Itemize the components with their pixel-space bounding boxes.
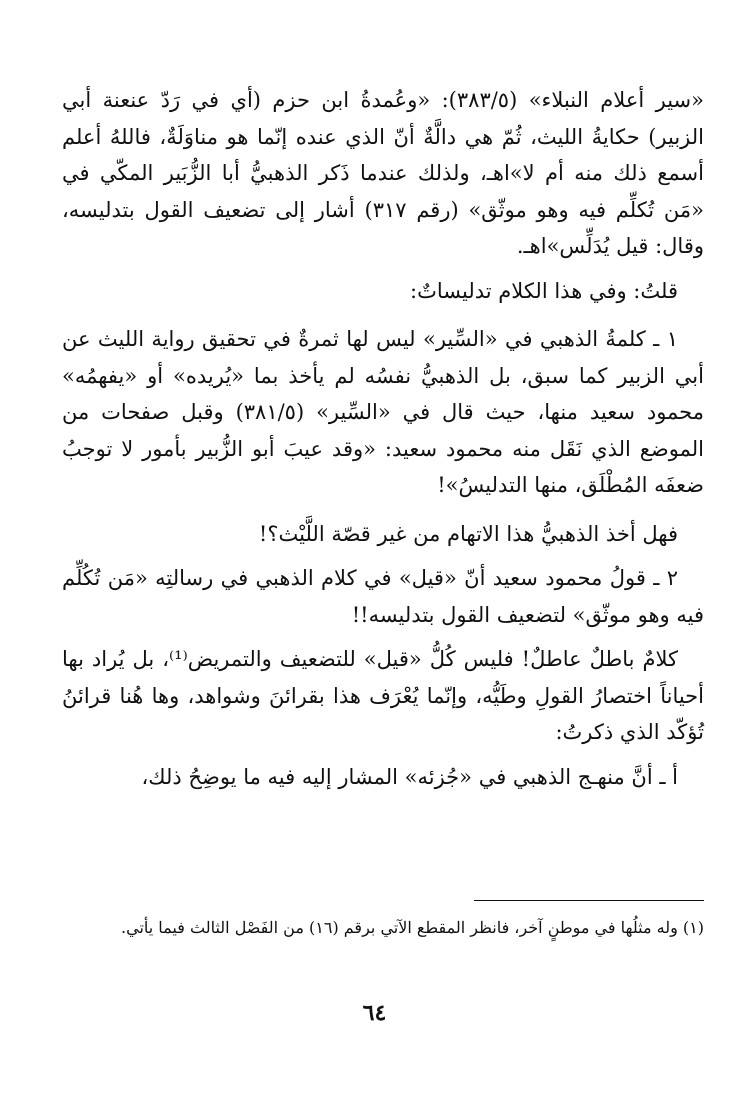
page-body [62,82,704,795]
paragraph-point-1: ١ ـ كلمةُ الذهبي في «السِّير» ليس لها ثمرةٌ في تحقيق رواية الليث عن أبي الزبير كما سبق، بل الذهبيُّ نفسُه لم يأخذ بما «يُريده» أو «يفهمُه» محمود سعيد منها، حيث قال في «السِّير» (٣٨١/٥) وقبل صفحات من الموضع الذي نَقَل منه محمود سعيد: «وقد عيبَ أبو الزُّبير بأمور لا توجبُ ضعفَه المُطْلَق، منها التدليسُ»! [62,327,704,497]
paragraph-point-2: ٢ ـ قولُ محمود سعيد أنّ «قيل» في كلام الذهبي في رسالتِه «مَن تُكُلِّم فيه وهو موثّق» لتضعيف القول بتدليسه!! [62,566,704,627]
paragraph-qultu: قلتُ: وفي هذا الكلام تدليساتٌ: [410,278,678,303]
footnote-separator [474,900,704,901]
paragraph-quote-continuation: «سير أعلام النبلاء» (٣٨٣/٥): «وعُمدةُ ابن حزم (أي في رَدّ عنعنة أبي الزبير) حكايةُ الليث، ثُمّ هي دالَّةٌ أنّ الذي عنده إنّما هو مناوَلَةٌ، فاللهُ أعلم أسمع ذلك منه أم لا»اهـ، ولذلك عندما ذَكر الذهبيُّ أبا الزُّبَير المكّي في «مَن تُكلِّم فيه وهو موثّق» (رقم ٣١٧) أشار إلى تضعيف القول بتدليسه، وقال: قيل يُدَلِّس»اهـ. [62,88,704,258]
paragraph-refutation: كلامٌ باطلٌ عاطلٌ! فليس كُلُّ «قيل» للتضعيف والتمريض⁽¹⁾، بل يُراد بها أحياناً اختصارُ القولِ وطَيُّه، وإنّما يُعْرَف هذا بقرائنَ وشواهد، وها هُنا قرائنُ تُؤكّد الذي ذكرتُ: [62,647,704,744]
page-number: ٦٤ [362,1000,387,1026]
paragraph-point-a: أ ـ أنَّ منهـج الذهبي في «جُزئه» المشار إليه فيه ما يوضِحُ ذلك، [141,764,678,789]
footnote-1: (١) وله مثلُها في موطنٍ آخر، فانظر المقطع الآتي برقم (١٦) من الفَصْل الثالث فيما يأتي. [121,918,704,937]
paragraph-question: فهل أخذ الذهبيُّ هذا الاتهام من غير قصّة اللَّيْث؟! [258,521,678,546]
